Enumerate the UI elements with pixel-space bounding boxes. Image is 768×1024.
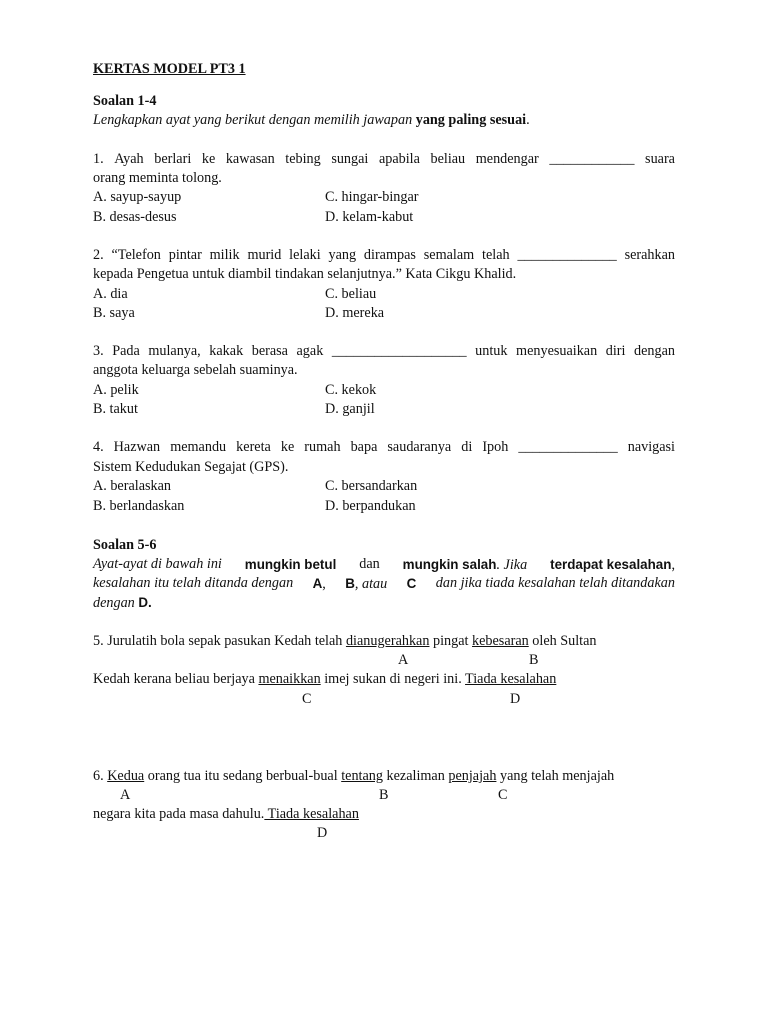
instruction-text: dengan xyxy=(93,595,135,611)
word: bapa xyxy=(350,439,378,455)
q1-option-b: B. desas-desus xyxy=(93,209,177,225)
question-1-line-2: orang meminta tolong. xyxy=(93,170,222,186)
word: 4. xyxy=(93,439,104,455)
text: 6. xyxy=(93,768,104,784)
word: navigasi xyxy=(627,439,675,455)
text: orang tua itu sedang berbual-bual xyxy=(147,768,338,784)
instruction-text: . Jika xyxy=(496,557,528,573)
word: saudaranya xyxy=(387,439,452,455)
instruction-text: kesalahan itu telah ditanda dengan xyxy=(93,575,294,591)
question-4-line-1 xyxy=(93,438,675,457)
word: beliau xyxy=(430,151,466,167)
word: memandu xyxy=(170,439,227,455)
q2-option-c: C. beliau xyxy=(325,286,377,302)
answer-blank: ___________________ xyxy=(331,343,467,359)
instruction-emphasis: D. xyxy=(138,595,152,610)
word: 2. xyxy=(93,247,104,263)
instruction-text: , atau xyxy=(354,576,388,592)
instruction-text: , xyxy=(322,576,326,592)
marker-c: C xyxy=(498,787,508,803)
word: Ayah xyxy=(114,151,144,167)
q1-option-c: C. hingar-bingar xyxy=(325,189,419,205)
word: menyesuaikan xyxy=(516,343,598,359)
marker-d: D xyxy=(510,691,521,707)
q3-option-b: B. takut xyxy=(93,401,138,417)
word: ke xyxy=(201,151,216,167)
instruction-period: . xyxy=(526,112,530,128)
section-instruction-1-4 xyxy=(93,111,530,130)
word: lelaki xyxy=(289,247,321,263)
word: mendengar xyxy=(475,151,539,167)
instruction-text: , xyxy=(671,557,675,573)
word: rumah xyxy=(304,439,341,455)
word: murid xyxy=(247,247,282,263)
word: apabila xyxy=(378,151,420,167)
instruction-emphasis: yang paling sesuai xyxy=(415,112,527,128)
word: Hazwan xyxy=(113,439,161,455)
marker-a: A xyxy=(398,652,409,668)
underlined-segment-d: Tiada kesalahan xyxy=(465,671,557,687)
q4-option-c: C. bersandarkan xyxy=(325,478,418,494)
text: 5. Jurulatih bola sepak pasukan Kedah telah xyxy=(93,633,343,649)
underlined-segment-a: Kedua xyxy=(107,768,145,784)
word: di xyxy=(461,439,473,455)
word: semalam xyxy=(423,247,475,263)
word: diri xyxy=(605,343,626,359)
section-heading-1-4: Soalan 1-4 xyxy=(93,93,157,109)
word: kereta xyxy=(236,439,271,455)
text: yang telah menjajah xyxy=(499,768,615,784)
word: telah xyxy=(482,247,510,263)
word: dengan xyxy=(634,343,675,359)
word: Pada xyxy=(112,343,140,359)
marker-c: C xyxy=(302,691,312,707)
question-4-line-2: Sistem Kedudukan Segajat (GPS). xyxy=(93,459,289,475)
q1-option-a: A. sayup-sayup xyxy=(93,189,182,205)
question-6-line-1 xyxy=(93,767,614,786)
question-2-line-2: kepada Pengetua untuk diambil tindakan selanjutnya.” Kata Cikgu Khalid. xyxy=(93,266,517,282)
instruction-emphasis: B xyxy=(345,576,355,591)
word: dirampas xyxy=(363,247,416,263)
word: 3. xyxy=(93,343,104,359)
word: suara xyxy=(645,151,675,167)
word: serahkan xyxy=(624,247,675,263)
underlined-segment-a: dianugerahkan xyxy=(345,633,430,649)
q2-option-d: D. mereka xyxy=(325,305,385,321)
word: milik xyxy=(209,247,240,263)
marker-d: D xyxy=(317,825,328,841)
section-instruction-5-6-line-3 xyxy=(93,593,152,613)
q1-option-d: D. kelam-kabut xyxy=(325,209,414,225)
q2-option-a: A. dia xyxy=(93,286,128,302)
word: yang xyxy=(328,247,357,263)
q4-option-b: B. berlandaskan xyxy=(93,498,185,514)
text: oleh Sultan xyxy=(532,633,597,649)
instruction-text: dan jika tiada kesalahan telah ditandakan xyxy=(435,575,675,591)
instruction-emphasis: A xyxy=(312,576,323,591)
question-3-line-2: anggota keluarga sebelah suaminya. xyxy=(93,362,298,378)
word: kakak xyxy=(209,343,244,359)
word: agak xyxy=(296,343,324,359)
underlined-segment-c: menaikkan xyxy=(258,671,321,687)
answer-blank: ______________ xyxy=(517,247,617,263)
word: pintar xyxy=(168,247,202,263)
word: tebing xyxy=(285,151,321,167)
marker-b: B xyxy=(379,787,389,803)
text: Kedah kerana beliau berjaya xyxy=(93,671,255,687)
q3-option-c: C. kekok xyxy=(325,382,377,398)
section-instruction-5-6-line-2 xyxy=(93,574,675,594)
text: negara kita pada masa dahulu. xyxy=(93,806,265,822)
word: mulanya, xyxy=(148,343,201,359)
question-5-line-1 xyxy=(93,632,597,651)
question-3-line-1 xyxy=(93,342,675,361)
word: berasa xyxy=(251,343,288,359)
q4-option-d: D. berpandukan xyxy=(325,498,416,514)
answer-blank: ______________ xyxy=(518,439,618,455)
instruction-emphasis: C xyxy=(406,576,417,591)
instruction-text: Lengkapkan ayat yang berikut dengan memilih jawapan xyxy=(93,112,413,128)
section-instruction-5-6-line-1 xyxy=(93,555,675,575)
word: 1. xyxy=(93,151,104,167)
question-1-line-1 xyxy=(93,150,675,169)
instruction-emphasis: mungkin betul xyxy=(244,557,337,572)
q3-option-d: D. ganjil xyxy=(325,401,375,417)
word: untuk xyxy=(475,343,508,359)
underlined-segment-c: penjajah xyxy=(448,768,497,784)
text: pingat xyxy=(433,633,469,649)
instruction-text: dan xyxy=(359,556,380,572)
word: Ipoh xyxy=(482,439,509,455)
instruction-emphasis: mungkin salah xyxy=(402,557,497,572)
text: imej sukan di negeri ini. xyxy=(324,671,462,687)
instruction-text: Ayat-ayat di bawah ini xyxy=(93,556,222,572)
marker-b: B xyxy=(529,652,539,668)
question-6-line-2 xyxy=(93,805,359,824)
word: “Telefon xyxy=(111,247,161,263)
word: sungai xyxy=(331,151,369,167)
section-heading-5-6: Soalan 5-6 xyxy=(93,537,157,553)
q4-option-a: A. beralaskan xyxy=(93,478,171,494)
word: ke xyxy=(280,439,295,455)
q3-option-a: A. pelik xyxy=(93,382,139,398)
underlined-segment-b: kebesaran xyxy=(472,633,529,649)
word: berlari xyxy=(154,151,192,167)
question-5-line-2 xyxy=(93,670,556,689)
answer-blank: ____________ xyxy=(549,151,635,167)
underlined-segment-d: Tiada kesalahan xyxy=(264,806,359,822)
paper-title: KERTAS MODEL PT3 1 xyxy=(93,61,246,77)
marker-a: A xyxy=(120,787,131,803)
q2-option-b: B. saya xyxy=(93,305,135,321)
question-2-line-1 xyxy=(93,246,675,265)
text: kezaliman xyxy=(386,768,445,784)
instruction-emphasis: terdapat kesalahan xyxy=(550,557,672,572)
underlined-segment-b: tentang xyxy=(341,768,383,784)
word: kawasan xyxy=(225,151,275,167)
